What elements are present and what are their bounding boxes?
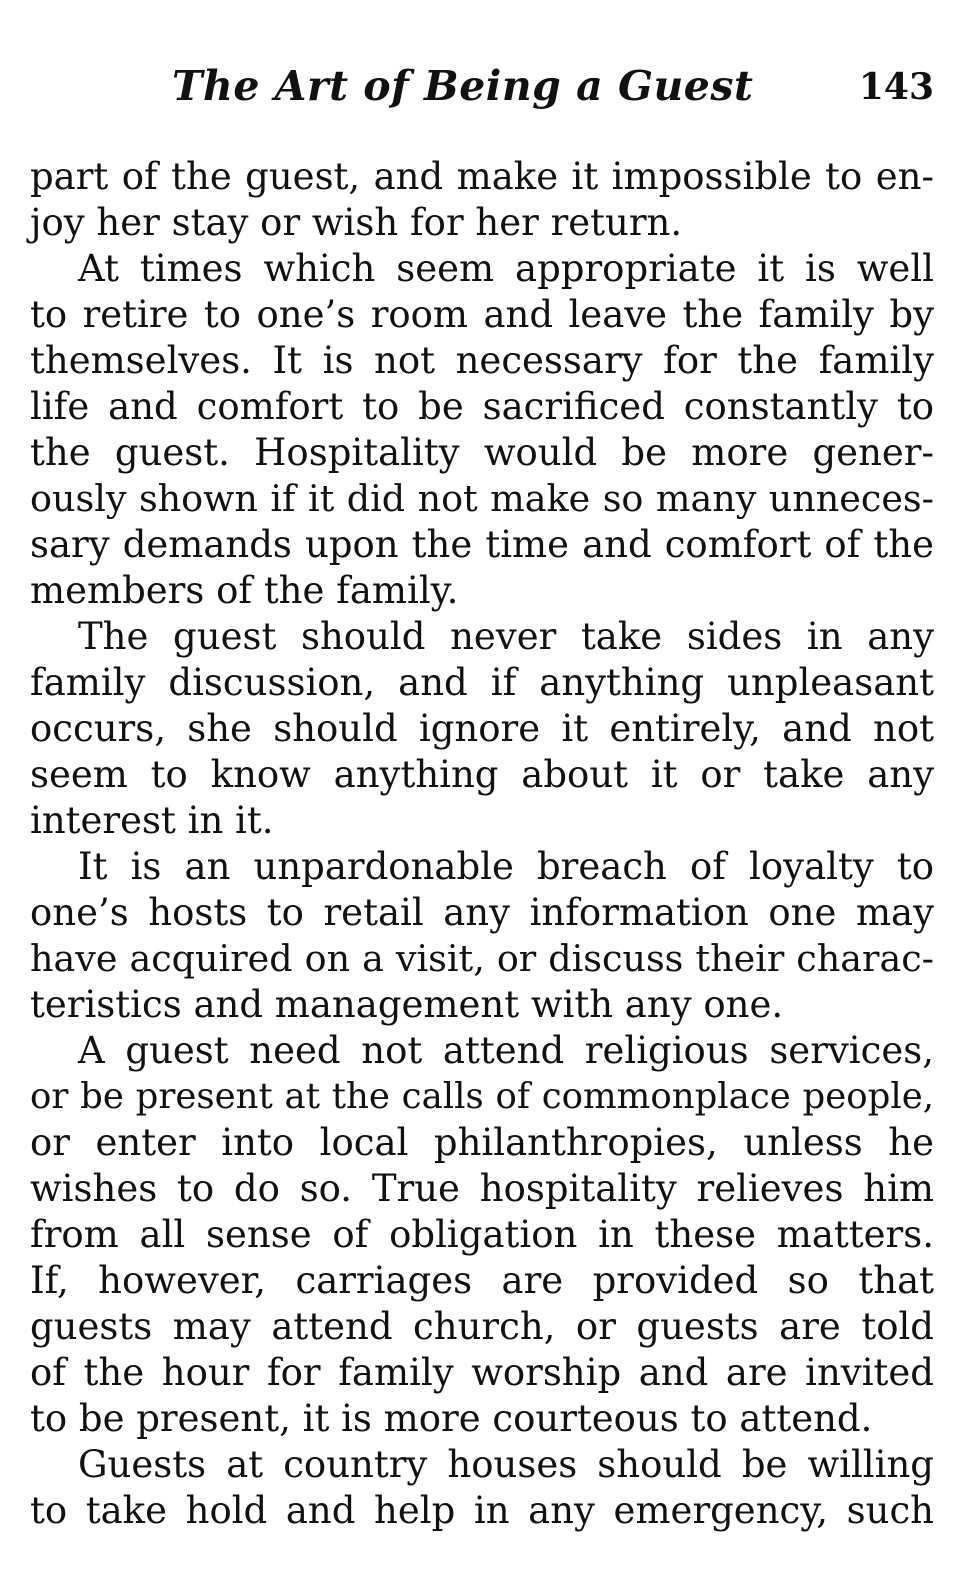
text-line: to be present, it is more courteous to attend. [30, 1397, 873, 1440]
text-line: members of the family. [30, 569, 459, 612]
text-line: life and comfort to be sacrificed constantly to [30, 385, 934, 428]
text-line: It is an unpardonable breach of loyalty to [78, 845, 934, 888]
body-text [30, 154, 934, 1534]
text-line: or be present at the calls of commonplace people, [30, 1076, 934, 1117]
text-line: Guests at country houses should be willing [78, 1443, 934, 1486]
text-line: to take hold and help in any emergency, such [30, 1489, 934, 1532]
text-line: the guest. Hospitality would be more gener- [30, 431, 934, 474]
text-line: The guest should never take sides in any [78, 615, 934, 658]
text-line: sary demands upon the time and comfort of the [30, 523, 934, 566]
text-line: joy her stay or wish for her return. [30, 201, 683, 244]
text-line: of the hour for family worship and are invited [30, 1351, 934, 1394]
text-line: from all sense of obligation in these matters. [30, 1213, 934, 1256]
text-line: family discussion, and if anything unpleasant [30, 661, 934, 704]
text-line: have acquired on a visit, or discuss their charac- [30, 937, 934, 980]
text-line: part of the guest, and make it impossible to en- [30, 155, 934, 198]
text-line: ously shown if it did not make so many unneces- [30, 477, 934, 520]
page-number: 143 [858, 66, 934, 108]
text-line: to retire to one’s room and leave the family by [30, 293, 934, 336]
text-line: A guest need not attend religious services, [78, 1029, 934, 1072]
book-page [30, 60, 934, 1532]
running-title: The Art of Being a Guest [172, 62, 754, 110]
text-line: wishes to do so. True hospitality relieves him [30, 1167, 934, 1210]
text-line: At times which seem appropriate it is well [78, 247, 934, 290]
text-line: If, however, carriages are provided so that [30, 1259, 934, 1302]
text-line: themselves. It is not necessary for the family [30, 339, 934, 382]
text-line: seem to know anything about it or take any [30, 753, 934, 796]
text-line: interest in it. [30, 799, 274, 842]
text-line: occurs, she should ignore it entirely, and not [30, 707, 934, 750]
text-line: teristics and management with any one. [30, 983, 784, 1026]
running-head [30, 60, 934, 126]
text-line: guests may attend church, or guests are told [30, 1305, 934, 1348]
text-line: one’s hosts to retail any information one may [30, 891, 934, 934]
text-line: or enter into local philanthropies, unless he [30, 1121, 934, 1164]
